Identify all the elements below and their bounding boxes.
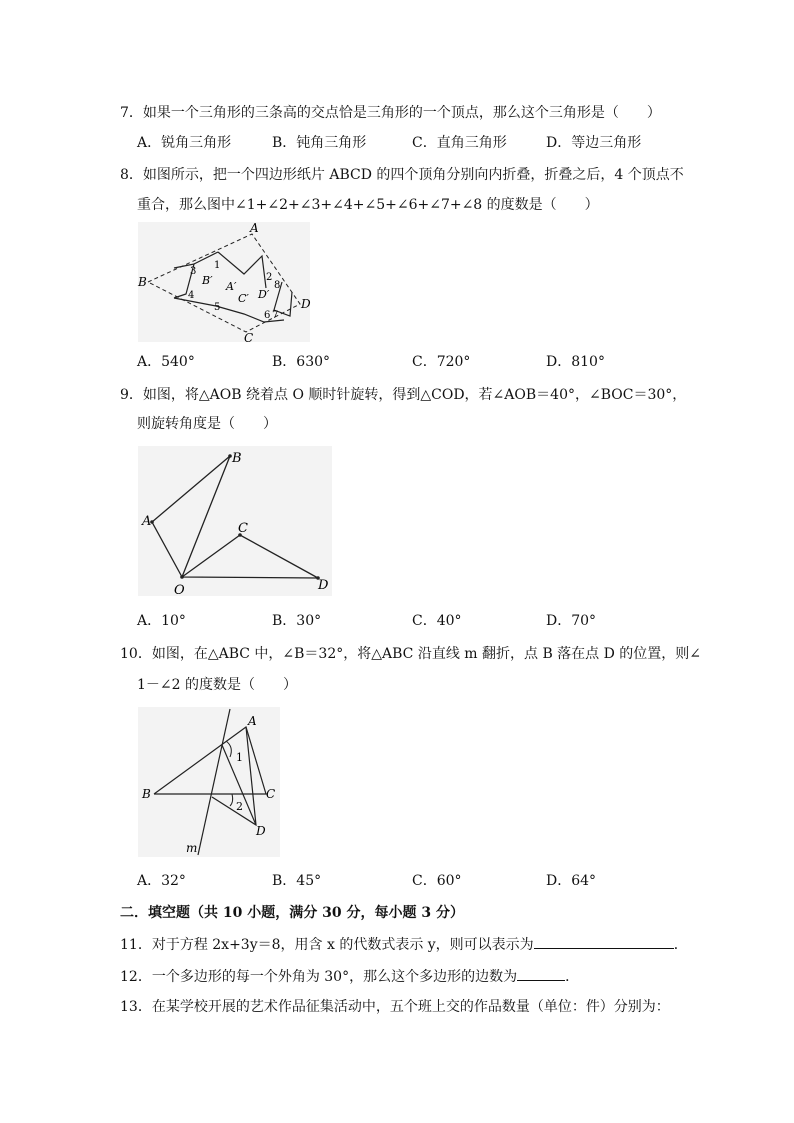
q11-line — [120, 934, 688, 955]
q8-angle-6: 6 — [264, 310, 271, 321]
q11-stem: 11．对于方程 2x+3y＝8，用含 x 的代数式表示 y，则可以表示为 — [120, 937, 534, 953]
q10-angle-1: 1 — [236, 751, 243, 764]
q8-option-c: C．720° — [412, 354, 471, 370]
q8-figure-bg — [138, 222, 310, 342]
q8-angle-4: 4 — [188, 290, 195, 301]
q8-stem-line1: 8．如图所示，把一个四边形纸片 ABCD 的四个顶角分别向内折叠，折叠之后，4 个顶点不 — [120, 167, 684, 183]
q9-label-d: D — [318, 578, 329, 593]
q7-option-b: B．钝角三角形 — [272, 135, 367, 151]
q8-option-a: A．540° — [137, 354, 195, 370]
q8-label-c-prime: C′ — [238, 292, 249, 305]
q10-figure — [134, 707, 284, 859]
q9-stem-line1: 9．如图，将△AOB 绕着点 O 顺时针旋转，得到△COD，若∠AOB＝40°，∠BOC＝30°， — [120, 387, 687, 403]
q8-label-b: B — [138, 275, 147, 289]
q9-stem-line2: 则旋转角度是（ ） — [137, 416, 277, 432]
q9-label-o: O — [174, 583, 185, 598]
q7-stem: 7．如果一个三角形的三条高的交点恰是三角形的一个顶点，那么这个三角形是（ ） — [120, 105, 661, 121]
q10-label-m: m — [186, 841, 198, 855]
q8-option-b: B．630° — [272, 354, 331, 370]
q8-angle-3: 3 — [190, 266, 197, 277]
q10-angle-2: 2 — [236, 800, 243, 813]
q9-option-b: B．30° — [272, 613, 322, 629]
q10-label-c: C — [266, 787, 276, 801]
q8-label-d-prime: D′ — [258, 288, 270, 301]
q10-label-d: D — [256, 824, 266, 838]
q10-option-b: B．45° — [272, 873, 322, 889]
q12-answer-blank[interactable] — [517, 966, 565, 981]
q8-option-d: D．810° — [546, 354, 605, 370]
q8-label-c: C — [244, 331, 254, 344]
q8-angle-2: 2 — [266, 272, 273, 283]
q8-label-a: A — [250, 222, 259, 235]
q10-option-c: C．60° — [412, 873, 462, 889]
q8-figure — [134, 222, 314, 344]
q12-line — [120, 966, 579, 987]
q8-label-a-prime: A′ — [226, 280, 237, 293]
q8-stem-line2: 重合，那么图中∠1+∠2+∠3+∠4+∠5+∠6+∠7+∠8 的度数是（ ） — [137, 197, 599, 213]
q11-answer-blank[interactable] — [534, 934, 674, 949]
q9-figure — [134, 446, 334, 598]
q12-stem: 12．一个多边形的每一个外角为 30°，那么这个多边形的边数为 — [120, 969, 518, 985]
q7-option-c: C．直角三角形 — [412, 135, 507, 151]
q10-stem-line2: 1－∠2 的度数是（ ） — [137, 677, 297, 693]
q9-option-d: D．70° — [546, 613, 597, 629]
q9-label-a: A — [142, 514, 152, 529]
q8-angle-7: 7 — [272, 310, 279, 321]
q7-option-d: D．等边三角形 — [546, 135, 642, 151]
q11-end: ． — [673, 937, 688, 953]
q8-angle-5: 5 — [214, 302, 221, 313]
q7-option-a: A．锐角三角形 — [137, 135, 232, 151]
q10-option-d: D．64° — [546, 873, 597, 889]
q9-label-b: B — [232, 451, 242, 466]
q9-label-c: C — [238, 521, 248, 536]
q9-option-a: A．10° — [137, 613, 186, 629]
q13-stem: 13．在某学校开展的艺术作品征集活动中，五个班上交的作品数量（单位：件）分别为： — [120, 999, 670, 1015]
q10-stem-line1: 10．如图，在△ABC 中，∠B＝32°，将△ABC 沿直线 m 翻折，点 B 落在点 D 的位置，则∠ — [120, 646, 702, 662]
q10-label-b: B — [142, 787, 151, 801]
q8-angle-1: 1 — [214, 260, 221, 271]
q8-angle-8: 8 — [274, 280, 281, 291]
q9-figure-bg — [138, 446, 332, 596]
q12-end: ． — [565, 969, 580, 985]
q8-label-b-prime: B′ — [202, 274, 213, 287]
section-fill-in-title: 二．填空题（共 10 小题，满分 30 分，每小题 3 分） — [120, 905, 464, 921]
q10-option-a: A．32° — [137, 873, 186, 889]
q9-option-c: C．40° — [412, 613, 462, 629]
q8-label-d: D — [301, 297, 311, 311]
q10-label-a: A — [248, 714, 257, 728]
